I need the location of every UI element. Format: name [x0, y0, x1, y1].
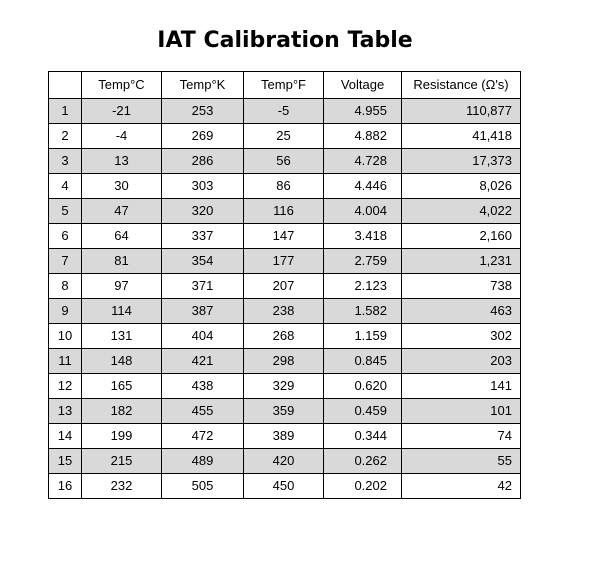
temp-c-cell: 97 — [82, 274, 162, 299]
voltage-cell: 0.620 — [324, 374, 402, 399]
voltage-cell: 0.344 — [324, 424, 402, 449]
header-cell-index — [49, 72, 82, 99]
row-index-cell: 13 — [49, 399, 82, 424]
resistance-cell: 101 — [402, 399, 521, 424]
resistance-cell: 1,231 — [402, 249, 521, 274]
voltage-cell: 0.459 — [324, 399, 402, 424]
temp-f-cell: 56 — [244, 149, 324, 174]
header-cell-temp-f: Temp°F — [244, 72, 324, 99]
temp-k-cell: 320 — [162, 199, 244, 224]
voltage-cell: 4.004 — [324, 199, 402, 224]
row-index-cell: 5 — [49, 199, 82, 224]
row-index-cell: 8 — [49, 274, 82, 299]
temp-f-cell: 450 — [244, 474, 324, 499]
table-row — [49, 274, 521, 299]
temp-k-cell: 404 — [162, 324, 244, 349]
temp-c-cell: 47 — [82, 199, 162, 224]
table-row — [49, 199, 521, 224]
resistance-cell: 463 — [402, 299, 521, 324]
temp-c-cell: 232 — [82, 474, 162, 499]
voltage-cell: 0.262 — [324, 449, 402, 474]
row-index-cell: 15 — [49, 449, 82, 474]
row-index-cell: 7 — [49, 249, 82, 274]
temp-k-cell: 455 — [162, 399, 244, 424]
resistance-cell: 55 — [402, 449, 521, 474]
temp-k-cell: 303 — [162, 174, 244, 199]
temp-k-cell: 489 — [162, 449, 244, 474]
header-row — [49, 72, 521, 99]
table-row — [49, 324, 521, 349]
row-index-cell: 14 — [49, 424, 82, 449]
voltage-cell: 2.759 — [324, 249, 402, 274]
temp-k-cell: 387 — [162, 299, 244, 324]
resistance-cell: 738 — [402, 274, 521, 299]
temp-k-cell: 438 — [162, 374, 244, 399]
temp-f-cell: 25 — [244, 124, 324, 149]
temp-k-cell: 505 — [162, 474, 244, 499]
temp-c-cell: 30 — [82, 174, 162, 199]
temp-f-cell: 298 — [244, 349, 324, 374]
resistance-cell: 302 — [402, 324, 521, 349]
temp-f-cell: 389 — [244, 424, 324, 449]
table-row — [49, 174, 521, 199]
resistance-cell: 2,160 — [402, 224, 521, 249]
temp-c-cell: 114 — [82, 299, 162, 324]
page-title: IAT Calibration Table — [157, 28, 413, 53]
voltage-cell: 0.202 — [324, 474, 402, 499]
temp-c-cell: 165 — [82, 374, 162, 399]
table-row — [49, 124, 521, 149]
temp-f-cell: 177 — [244, 249, 324, 274]
temp-f-cell: 238 — [244, 299, 324, 324]
row-index-cell: 4 — [49, 174, 82, 199]
table-row — [49, 99, 521, 124]
resistance-cell: 4,022 — [402, 199, 521, 224]
temp-k-cell: 253 — [162, 99, 244, 124]
table-row — [49, 474, 521, 499]
temp-f-cell: 420 — [244, 449, 324, 474]
row-index-cell: 6 — [49, 224, 82, 249]
row-index-cell: 3 — [49, 149, 82, 174]
temp-c-cell: 182 — [82, 399, 162, 424]
temp-k-cell: 286 — [162, 149, 244, 174]
table-body — [49, 99, 521, 499]
temp-f-cell: 147 — [244, 224, 324, 249]
resistance-cell: 17,373 — [402, 149, 521, 174]
temp-f-cell: 207 — [244, 274, 324, 299]
voltage-cell: 1.582 — [324, 299, 402, 324]
temp-c-cell: 64 — [82, 224, 162, 249]
table-row — [49, 224, 521, 249]
temp-f-cell: 116 — [244, 199, 324, 224]
row-index-cell: 9 — [49, 299, 82, 324]
table-row — [49, 149, 521, 174]
header-cell-temp-k: Temp°K — [162, 72, 244, 99]
resistance-cell: 8,026 — [402, 174, 521, 199]
resistance-cell: 203 — [402, 349, 521, 374]
temp-k-cell: 421 — [162, 349, 244, 374]
voltage-cell: 3.418 — [324, 224, 402, 249]
resistance-cell: 42 — [402, 474, 521, 499]
calibration-table — [48, 71, 521, 499]
temp-f-cell: 268 — [244, 324, 324, 349]
row-index-cell: 16 — [49, 474, 82, 499]
table-row — [49, 299, 521, 324]
temp-k-cell: 337 — [162, 224, 244, 249]
table-row — [49, 399, 521, 424]
temp-c-cell: 215 — [82, 449, 162, 474]
voltage-cell: 4.955 — [324, 99, 402, 124]
temp-c-cell: 131 — [82, 324, 162, 349]
temp-f-cell: -5 — [244, 99, 324, 124]
temp-f-cell: 359 — [244, 399, 324, 424]
temp-c-cell: -21 — [82, 99, 162, 124]
temp-c-cell: 199 — [82, 424, 162, 449]
row-index-cell: 12 — [49, 374, 82, 399]
temp-f-cell: 86 — [244, 174, 324, 199]
temp-k-cell: 371 — [162, 274, 244, 299]
table-row — [49, 449, 521, 474]
table-row — [49, 374, 521, 399]
temp-f-cell: 329 — [244, 374, 324, 399]
header-cell-resistance: Resistance (Ω's) — [402, 72, 521, 99]
row-index-cell: 1 — [49, 99, 82, 124]
table-row — [49, 249, 521, 274]
voltage-cell: 4.446 — [324, 174, 402, 199]
temp-c-cell: 81 — [82, 249, 162, 274]
temp-c-cell: 13 — [82, 149, 162, 174]
table-row — [49, 424, 521, 449]
temp-c-cell: -4 — [82, 124, 162, 149]
table-row — [49, 349, 521, 374]
voltage-cell: 0.845 — [324, 349, 402, 374]
resistance-cell: 41,418 — [402, 124, 521, 149]
header-cell-temp-c: Temp°C — [82, 72, 162, 99]
resistance-cell: 141 — [402, 374, 521, 399]
temp-k-cell: 269 — [162, 124, 244, 149]
temp-k-cell: 472 — [162, 424, 244, 449]
voltage-cell: 2.123 — [324, 274, 402, 299]
voltage-cell: 4.728 — [324, 149, 402, 174]
resistance-cell: 110,877 — [402, 99, 521, 124]
header-cell-voltage: Voltage — [324, 72, 402, 99]
resistance-cell: 74 — [402, 424, 521, 449]
row-index-cell: 10 — [49, 324, 82, 349]
row-index-cell: 11 — [49, 349, 82, 374]
voltage-cell: 1.159 — [324, 324, 402, 349]
voltage-cell: 4.882 — [324, 124, 402, 149]
temp-k-cell: 354 — [162, 249, 244, 274]
row-index-cell: 2 — [49, 124, 82, 149]
temp-c-cell: 148 — [82, 349, 162, 374]
